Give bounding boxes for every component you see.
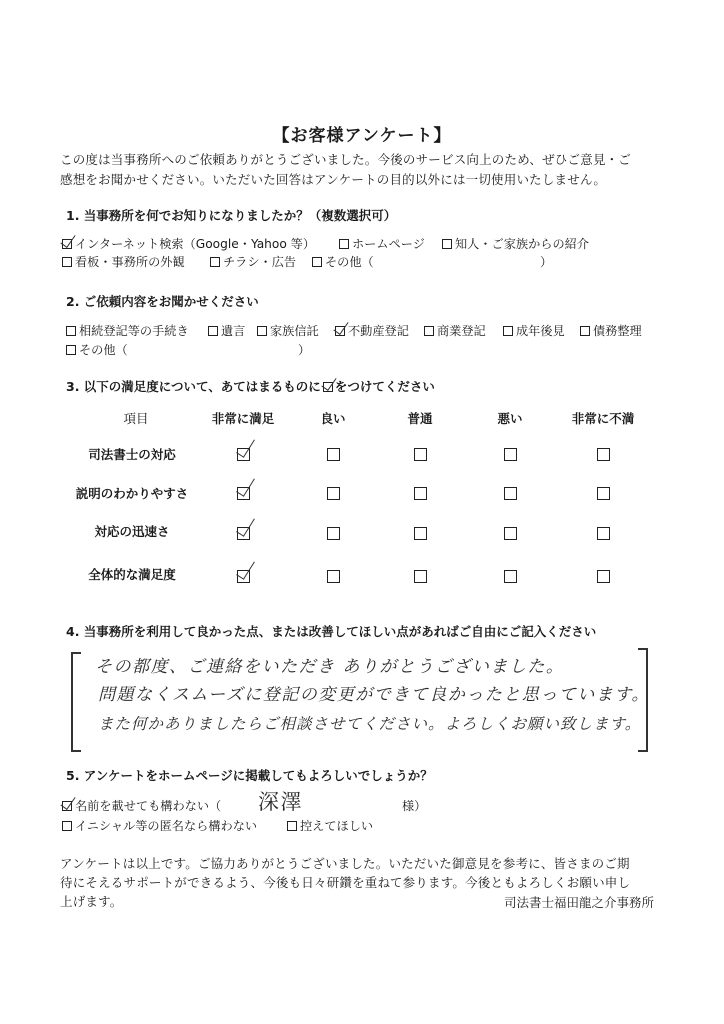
footer-line-3: 上げます。 bbox=[60, 894, 123, 909]
q2-option-trust[interactable]: 家族信託 bbox=[257, 322, 319, 339]
question-4-label: 4. 当事務所を利用して良かった点、または改善してほしい点があればご自由にご記入ください bbox=[66, 624, 597, 639]
q1-checkbox-referral[interactable] bbox=[442, 239, 452, 249]
q2-checkbox-other[interactable] bbox=[66, 345, 76, 355]
rating-checkbox-row4-normal[interactable] bbox=[414, 570, 427, 583]
rating-checkbox-row3-very-dissatisfied[interactable] bbox=[597, 527, 610, 540]
q2-option-will[interactable]: 遺言 bbox=[208, 322, 245, 339]
q1-checkbox-signboard[interactable] bbox=[62, 257, 72, 267]
footer-line-2: 待にそえるサポートができるよう、今後も日々研鑽を重ねて参ります。今後ともよろしくお願い申し bbox=[60, 875, 631, 890]
rating-checkbox-row2-bad[interactable] bbox=[504, 487, 517, 500]
rating-checkbox-row3-good[interactable] bbox=[327, 527, 340, 540]
table-row-label-speed: 対応の迅速さ bbox=[94, 524, 170, 539]
q2-checkbox-real-estate[interactable] bbox=[335, 326, 345, 336]
rating-checkbox-row1-bad[interactable] bbox=[504, 448, 517, 461]
table-row-label-overall: 全体的な満足度 bbox=[88, 567, 176, 582]
table-header-very-dissatisfied: 非常に不満 bbox=[571, 411, 635, 426]
q5-checkbox-initial[interactable] bbox=[62, 821, 72, 831]
q2-option-other[interactable]: その他（ bbox=[66, 341, 128, 358]
q5-option-decline[interactable]: 控えてほしい bbox=[287, 817, 373, 834]
q1-option-signboard[interactable]: 看板・事務所の外観 bbox=[62, 253, 185, 270]
answer-line-3: また何かありましたらご相談させてください。よろしくお願い致します。 bbox=[98, 715, 642, 733]
rating-checkbox-row1-very-dissatisfied[interactable] bbox=[597, 448, 610, 461]
q1-checkbox-internet[interactable] bbox=[62, 239, 72, 249]
answer-bracket-left bbox=[71, 652, 81, 752]
q5-checkbox-name[interactable] bbox=[62, 801, 72, 811]
q1-checkbox-flyer[interactable] bbox=[210, 257, 220, 267]
rating-checkbox-row2-normal[interactable] bbox=[414, 487, 427, 500]
q1-option-homepage[interactable]: ホームページ bbox=[339, 235, 425, 252]
table-header-normal: 普通 bbox=[407, 411, 433, 426]
q2-checkbox-trust[interactable] bbox=[257, 326, 267, 336]
footer-line-1: アンケートは以上です。ご協力ありがとうございました。いただいた御意見を参考に、皆さまのご期 bbox=[60, 856, 630, 871]
rating-checkbox-row2-very-dissatisfied[interactable] bbox=[597, 487, 610, 500]
q5-option-initial[interactable]: イニシャル等の匿名なら構わない bbox=[62, 817, 257, 834]
rating-checkbox-row1-good[interactable] bbox=[327, 448, 340, 461]
rating-checkbox-row1-very-satisfied[interactable] bbox=[237, 448, 250, 461]
q3-label-checkmark-icon bbox=[323, 382, 333, 392]
rating-checkbox-row4-very-satisfied[interactable] bbox=[237, 570, 250, 583]
q1-option-internet[interactable]: インターネット検索（Google・Yahoo 等） bbox=[62, 235, 315, 252]
q2-checkbox-debt[interactable] bbox=[580, 326, 590, 336]
q2-option-commercial[interactable]: 商業登記 bbox=[424, 322, 486, 339]
q1-option-referral[interactable]: 知人・ご家族からの紹介 bbox=[442, 235, 589, 252]
q2-option-real-estate[interactable]: 不動産登記 bbox=[335, 322, 409, 339]
q5-checkbox-decline[interactable] bbox=[287, 821, 297, 831]
q5-sama-label: 様） bbox=[402, 799, 427, 813]
answer-line-1: その都度、ご連絡をいただき ありがとうございました。 bbox=[95, 657, 565, 677]
intro-line-2: 感想をお聞かせください。いただいた回答はアンケートの目的以外には一切使用いたしません。 bbox=[60, 172, 607, 187]
rating-checkbox-row3-bad[interactable] bbox=[504, 527, 517, 540]
q2-option-guardianship[interactable]: 成年後見 bbox=[503, 322, 565, 339]
q1-other-close-paren: ） bbox=[540, 255, 553, 269]
q1-option-flyer[interactable]: チラシ・広告 bbox=[210, 253, 296, 270]
q5-name-value: 深澤 bbox=[258, 790, 303, 814]
q2-checkbox-inheritance[interactable] bbox=[66, 326, 76, 336]
q2-checkbox-will[interactable] bbox=[208, 326, 218, 336]
question-3-label: 3. 以下の満足度について、あてはまるものに をつけてください bbox=[66, 379, 435, 394]
q2-option-debt[interactable]: 債務整理 bbox=[580, 322, 642, 339]
intro-line-1: この度は当事務所へのご依頼ありがとうございました。今後のサービス向上のため、ぜひご意見・ご bbox=[60, 152, 632, 167]
answer-line-2: 問題なくスムーズに登記の変更ができて良かったと思っています。 bbox=[98, 685, 650, 705]
q1-option-other[interactable]: その他（ bbox=[312, 253, 374, 270]
rating-checkbox-row4-bad[interactable] bbox=[504, 570, 517, 583]
rating-checkbox-row1-normal[interactable] bbox=[414, 448, 427, 461]
q5-option-name[interactable]: 名前を載せても構わない（ bbox=[62, 797, 221, 814]
office-signature: 司法書士福田龍之介事務所 bbox=[503, 895, 654, 910]
table-row-label-staff: 司法書士の対応 bbox=[88, 447, 176, 462]
q1-checkbox-other[interactable] bbox=[312, 257, 322, 267]
intro-text bbox=[60, 150, 631, 190]
rating-checkbox-row3-normal[interactable] bbox=[414, 527, 427, 540]
rating-checkbox-row2-very-satisfied[interactable] bbox=[237, 487, 250, 500]
table-header-good: 良い bbox=[320, 411, 346, 426]
question-5-label: 5. アンケートをホームページに掲載してもよろしいでしょうか？ bbox=[66, 768, 433, 783]
q2-checkbox-guardianship[interactable] bbox=[503, 326, 513, 336]
rating-checkbox-row4-good[interactable] bbox=[327, 570, 340, 583]
question-2-label: 2. ご依頼内容をお聞かせください bbox=[66, 294, 259, 309]
table-header-bad: 悪い bbox=[497, 411, 523, 426]
question-1-label: 1. 当事務所を何でお知りになりましたか？（複数選択可） bbox=[66, 208, 397, 223]
q1-checkbox-homepage[interactable] bbox=[339, 239, 349, 249]
rating-checkbox-row2-good[interactable] bbox=[327, 487, 340, 500]
q2-other-close-paren: ） bbox=[298, 343, 311, 357]
survey-title: 【お客様アンケート】 bbox=[272, 126, 452, 146]
rating-checkbox-row3-very-satisfied[interactable] bbox=[237, 527, 250, 540]
table-header-very-satisfied: 非常に満足 bbox=[211, 411, 275, 426]
rating-checkbox-row4-very-dissatisfied[interactable] bbox=[597, 570, 610, 583]
q2-checkbox-commercial[interactable] bbox=[424, 326, 434, 336]
table-row-label-clarity: 説明のわかりやすさ bbox=[75, 486, 189, 501]
table-header-item: 項目 bbox=[123, 411, 149, 426]
q2-option-inheritance[interactable]: 相続登記等の手続き bbox=[66, 322, 189, 339]
